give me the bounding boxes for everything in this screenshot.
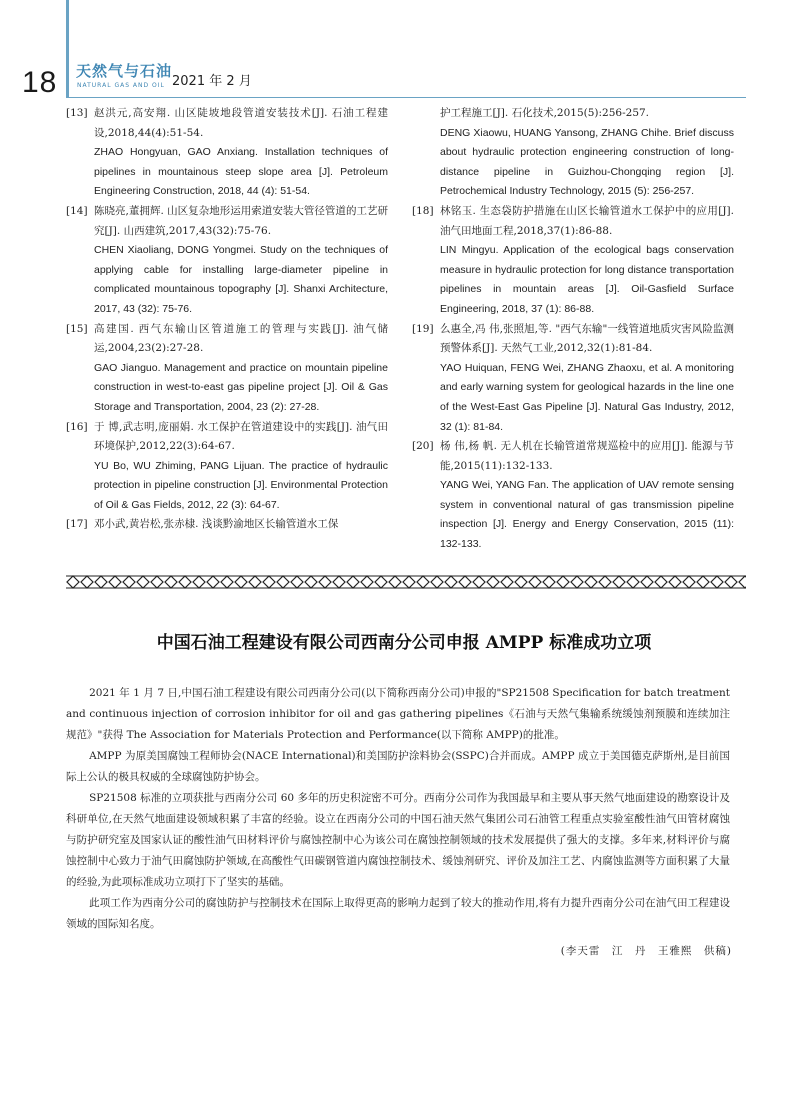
article-paragraph: 2021 年 1 月 7 日,中国石油工程建设有限公司西南分公司(以下简称西南分公司)申报的"SP21508 Specification for batch treatment and continuous injection of corrosion inhibitor for oil and gas gathering pipelines《石油与天然气集输系统缓蚀剂预膜和连续加注规范》"获得 The Association for Materials Protection and Performance(以下简称 AMPP)的批准。 (66, 687, 730, 741)
reference-item (66, 320, 388, 418)
reference-number: [19] (412, 322, 434, 335)
reference-number: [16] (66, 420, 88, 433)
reference-cn: 么惠全,冯 伟,张照旭,等. "西气东输"一线管道地质灾害风险监测预警体系[J]. 天然气工业,2012,32(1):81-84. (440, 322, 734, 355)
reference-en: LIN Mingyu. Application of the ecological bags conservation measure in hydraulic protection for long distance transportation pipelines in mountain areas [J]. Oil-Gasfield Surface Engineering, 2018, 37 (1): 86-88. (440, 244, 734, 315)
section-divider (66, 575, 746, 589)
reference-number: [13] (66, 107, 88, 119)
reference-item (412, 437, 734, 555)
journal-logo-cn: 天然气与石油 (76, 62, 173, 80)
reference-cn: 陈晓亮,董拥辉. 山区复杂地形运用索道安装大管径管道的工艺研究[J]. 山西建筑,2017,43(32):75-76. (94, 204, 388, 237)
reference-cn: 赵洪元,高安翔. 山区陡坡地段管道安装技术[J]. 石油工程建设,2018,44(4):51-54. (94, 107, 388, 139)
header-rule (66, 97, 746, 98)
reference-number: [18] (412, 204, 434, 217)
reference-item (412, 202, 734, 320)
reference-item (66, 515, 388, 535)
reference-en: YU Bo, WU Zhiming, PANG Lijuan. The practice of hydraulic protection in pipeline construction [J]. Environmental Protection of Oil & Gas Fields, 2012, 22 (3): 64-67. (94, 459, 388, 511)
reference-cn: 高建国. 西气东输山区管道施工的管理与实践[J]. 油气储运,2004,23(2):27-28. (94, 322, 388, 355)
issue-date: 2021 年 2 月 (172, 74, 252, 89)
reference-en: YANG Wei, YANG Fan. The application of UAV remote sensing system in conventional natural of gas transmission pipeline inspection [J]. Energy and Energy Conservation, 2015 (11): 132-133. (440, 479, 734, 551)
journal-logo-en: NATURAL GAS AND OIL (77, 82, 165, 89)
reference-item (412, 320, 734, 438)
article-body (66, 683, 730, 935)
reference-en: ZHAO Hongyuan, GAO Anxiang. Installation techniques of pipelines in mountainous steep slope area [J]. Petroleum Engineering Construction, 2018, 44 (4): 51-54. (94, 146, 388, 198)
article-paragraph: AMPP 为原美国腐蚀工程师协会(NACE International)和美国防护涂料协会(SSPC)合并而成。AMPP 成立于美国德克萨斯州,是目前国际上公认的极具权威的全球腐蚀防护协会。 (66, 750, 730, 783)
reference-cn: 护工程施工[J]. 石化技术,2015(5):256-257. (440, 107, 650, 119)
reference-en: YAO Huiquan, FENG Wei, ZHANG Zhaoxu, et al. A monitoring and early warning system for geological hazards in the line one of the West-East Gas Pipeline [J]. Natural Gas Industry, 2012, 32 (1): 81-84. (440, 361, 734, 433)
reference-en: DENG Xiaowu, HUANG Yansong, ZHANG Chihe. Brief discuss about hydraulic protection engineering construction of long-distance pipeline in Guizhou-Chongqing region [J]. Petrochemical Industry Technology, 2015 (5): 256-257. (440, 126, 734, 198)
reference-item (66, 202, 388, 320)
article-paragraph: SP21508 标准的立项获批与西南分公司 60 多年的历史积淀密不可分。西南分公司作为我国最早和主要从事天然气地面建设的勘察设计及科研单位,在天然气地面建设领域积累了丰富的经验。设立在西南分公司的中国石油天然气集团公司石油管工程重点实验室酸性油气田管材腐蚀与防护研究室及国家认证的酸性油气田材料评价与腐蚀控制中心为该公司在腐蚀控制领域的技术发展提供了强大的支撑。多年来,材料评价与腐蚀控制中心致力于油气田腐蚀防护领域,在高酸性气田碳钢管道内腐蚀控制技术、缓蚀剂研究、评价及加注工艺、内腐蚀监测等方面积累了大量的经验,为此项标准成功立项打下了坚实的基础。 (66, 792, 730, 888)
references-left-column (66, 104, 388, 535)
reference-cn: 邓小武,黄岩松,张赤棣. 浅谈黔渝地区长输管道水工保 (94, 518, 339, 531)
article-paragraph: 此项工作为西南分公司的腐蚀防护与控制技术在国际上取得更高的影响力起到了较大的推动作用,将有力提升西南分公司在油气田工程建设领域的国际知名度。 (66, 897, 730, 930)
reference-cn: 于 博,武志明,庞丽娟. 水工保护在管道建设中的实践[J]. 油气田环境保护,2012,22(3):64-67. (94, 420, 388, 453)
reference-en: CHEN Xiaoliang, DONG Yongmei. Study on the techniques of applying cable for installing large-diameter pipeline in complicated mountainous topography [J]. Shanxi Architecture, 2017, 43 (32): 75-76. (94, 244, 388, 315)
header-accent-bar (66, 0, 69, 98)
reference-cn: 林铭玉. 生态袋防护措施在山区长输管道水工保护中的应用[J]. 油气田地面工程,2018,37(1):86-88. (440, 204, 734, 237)
reference-number: [17] (66, 518, 88, 531)
reference-number: [14] (66, 204, 88, 217)
article-credit: (李天雷 江 丹 王雅熙 供稿) (560, 945, 732, 957)
reference-en: GAO Jianguo. Management and practice on mountain pipeline construction in west-to-east gas pipeline project [J]. Oil & Gas Storage and Transportation, 2004, 23 (2): 27-28. (94, 361, 388, 413)
reference-number: [15] (66, 322, 88, 335)
page-number: 18 (22, 66, 58, 99)
reference-item-continued (412, 104, 734, 202)
reference-number: [20] (412, 440, 434, 453)
reference-cn: 杨 伟,杨 帆. 无人机在长输管道常规巡检中的应用[J]. 能源与节能,2015(11):132-133. (440, 440, 734, 472)
references-right-column (412, 104, 734, 555)
reference-item (66, 418, 388, 516)
reference-item (66, 104, 388, 202)
article-title: 中国石油工程建设有限公司西南分公司申报 AMPP 标准成功立项 (156, 633, 652, 653)
